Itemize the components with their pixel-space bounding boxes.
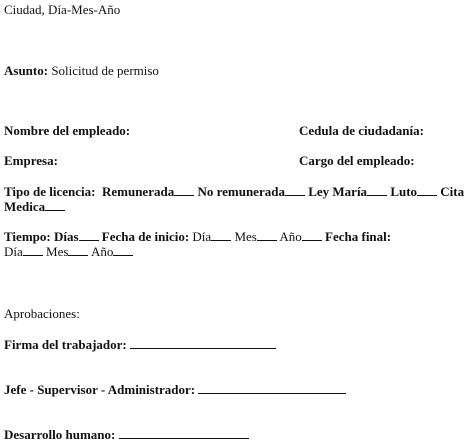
subject-line — [4, 63, 159, 78]
days-blank — [79, 229, 99, 241]
leave-blank — [174, 184, 194, 196]
date-blank — [23, 244, 43, 256]
employee-name-field: Nombre del empleado: — [4, 123, 131, 138]
signature-blank — [119, 427, 249, 439]
subject-label: Asunto: — [4, 63, 49, 78]
date-blank — [211, 229, 231, 241]
place-date: Ciudad, Día-Mes-Año — [4, 2, 121, 17]
date-blank — [113, 244, 133, 256]
date-blank — [257, 229, 277, 241]
leave-option-medical-word1: Cita — [440, 184, 465, 199]
date-blank — [302, 229, 322, 241]
leave-option-paid: Remunerada — [101, 184, 175, 199]
worker-signature-line: Firma del trabajador: — [4, 337, 276, 352]
date-blank — [68, 244, 88, 256]
leave-option-medical-word2: Medica — [4, 199, 46, 214]
subject-value: Solicitud de permiso — [48, 63, 159, 78]
leave-blank — [285, 184, 305, 196]
time-label: Tiempo: — [4, 229, 51, 244]
leave-option-mourning: Luto — [390, 184, 418, 199]
position-field: Cargo del empleado: — [299, 153, 415, 168]
leave-blank — [45, 199, 65, 211]
leave-blank — [417, 184, 437, 196]
start-date-label: Fecha de inicio: — [101, 229, 190, 244]
leave-type-label: Tipo de licencia: — [4, 184, 96, 199]
hr-signature-line: Desarrollo humano: — [4, 427, 249, 442]
signature-blank — [198, 382, 346, 394]
leave-type-line — [4, 184, 464, 199]
approvals-heading: Aprobaciones: — [4, 306, 80, 321]
supervisor-signature-line: Jefe - Supervisor - Administrador: — [4, 382, 346, 397]
leave-option-ley-maria: Ley María — [308, 184, 368, 199]
end-date-label: Fecha final: — [325, 229, 392, 244]
time-line: Tiempo: Días Fecha de inicio: Día Mes Año Fecha final: — [4, 229, 392, 244]
leave-option-unpaid: No remunerada — [197, 184, 285, 199]
company-field: Empresa: — [4, 153, 58, 168]
time-line-2: Día Mes Año — [4, 244, 133, 259]
leave-type-line-2 — [4, 199, 65, 214]
days-label: Días — [53, 229, 79, 244]
signature-blank — [130, 337, 276, 349]
leave-blank — [367, 184, 387, 196]
id-number-field: Cedula de ciudadanía: — [299, 123, 424, 138]
